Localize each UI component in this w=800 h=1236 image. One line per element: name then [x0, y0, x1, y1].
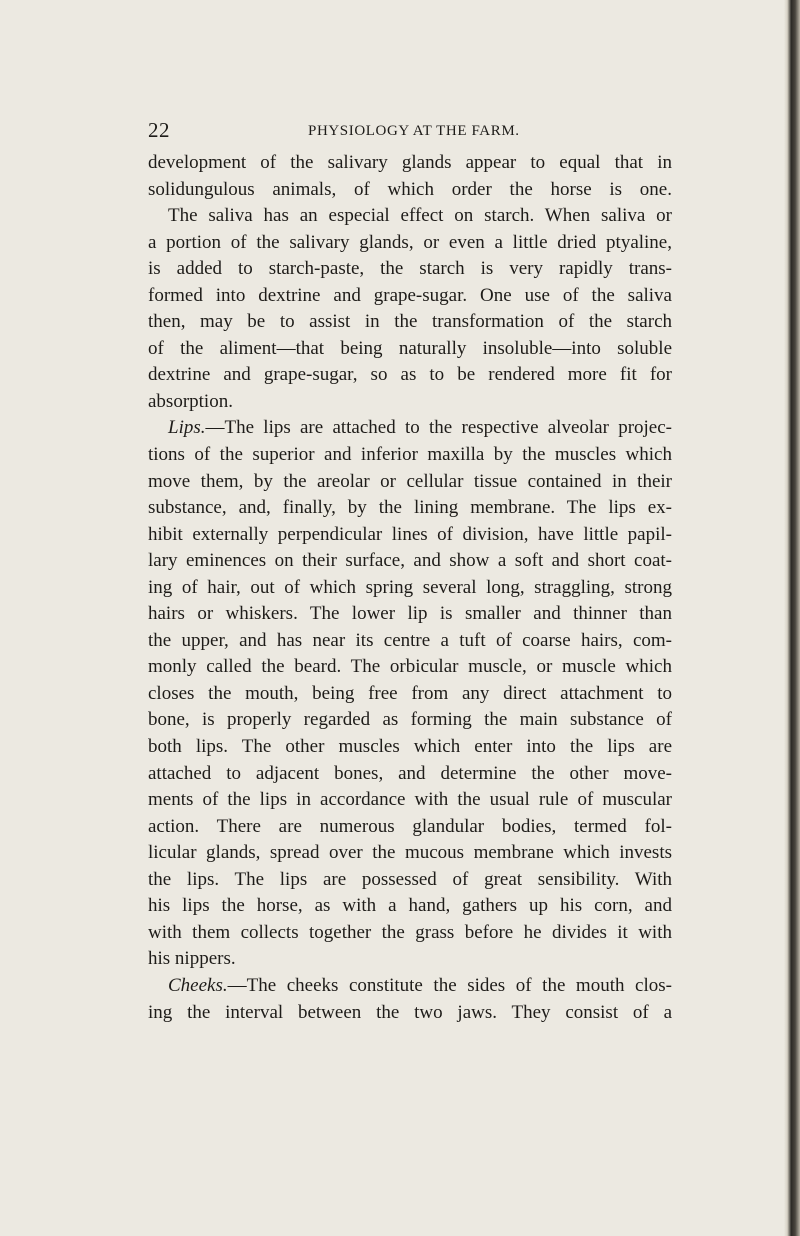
text-line: development of the salivary glands appear to equal that in [148, 152, 672, 173]
text-line: move them, by the areolar or cellular tissue contained in their [148, 470, 672, 492]
text-line: his lips the horse, as with a hand, gathers up his corn, and [148, 895, 672, 917]
page-edge-shadow [784, 0, 800, 1236]
text-line: absorption. [148, 390, 233, 412]
text-line: tions of the superior and inferior maxilla by the muscles which [148, 444, 672, 466]
section-heading-cheeks: Cheeks. [168, 974, 228, 996]
text-line: action. There are numerous glandular bodies, termed fol- [148, 815, 672, 837]
text-line: a portion of the salivary glands, or even a little dried ptyaline, [148, 231, 672, 253]
text-line: ments of the lips in accordance with the usual rule of muscular [148, 789, 672, 811]
text-line: ing the interval between the two jaws. They consist of a [148, 1001, 672, 1023]
section-heading-lips: Lips. [168, 417, 206, 439]
text-line: monly called the beard. The orbicular muscle, or muscle which [148, 656, 672, 678]
text-line: then, may be to assist in the transformation of the starch [148, 311, 672, 333]
text-line: the upper, and has near its centre a tuft of coarse hairs, com- [148, 629, 672, 651]
text-line: licular glands, spread over the mucous membrane which invests [148, 842, 672, 864]
text-line: is added to starch-paste, the starch is very rapidly trans- [148, 258, 672, 280]
text-line: The saliva has an especial effect on starch. When saliva or [168, 205, 672, 227]
text-line: his nippers. [148, 948, 236, 970]
text-line: formed into dextrine and grape-sugar. One use of the saliva [148, 284, 672, 306]
text-line: both lips. The other muscles which enter into the lips are [148, 736, 672, 758]
page-header [148, 118, 668, 148]
text-line: hibit externally perpendicular lines of division, have little papil- [148, 523, 672, 545]
text-line: attached to adjacent bones, and determine the other move- [148, 762, 672, 784]
running-head: PHYSIOLOGY AT THE FARM. [308, 123, 520, 139]
text-line: Cheeks.—The cheeks constitute the sides of the mouth clos- [168, 974, 672, 996]
text-line: dextrine and grape-sugar, so as to be rendered more fit for [148, 364, 672, 386]
text-line: Lips.—The lips are attached to the respective alveolar projec- [168, 417, 672, 439]
text-line: bone, is properly regarded as forming the main substance of [148, 709, 672, 731]
text-line: of the aliment—that being naturally insoluble—into soluble [148, 337, 672, 359]
text-line: hairs or whiskers. The lower lip is smaller and thinner than [148, 603, 672, 625]
text-line: the lips. The lips are possessed of great sensibility. With [148, 868, 672, 890]
page-number: 22 [148, 118, 170, 142]
text-line: ing of hair, out of which spring several long, straggling, strong [148, 576, 672, 598]
text-line: closes the mouth, being free from any direct attachment to [148, 682, 672, 704]
text-line: lary eminences on their surface, and show a soft and short coat- [148, 550, 672, 572]
text-line: solidungulous animals, of which order the horse is one. [148, 178, 672, 200]
body-text [148, 150, 672, 1026]
text-line: with them collects together the grass before he divides it with [148, 921, 672, 943]
text-line: substance, and, finally, by the lining membrane. The lips ex- [148, 497, 672, 519]
